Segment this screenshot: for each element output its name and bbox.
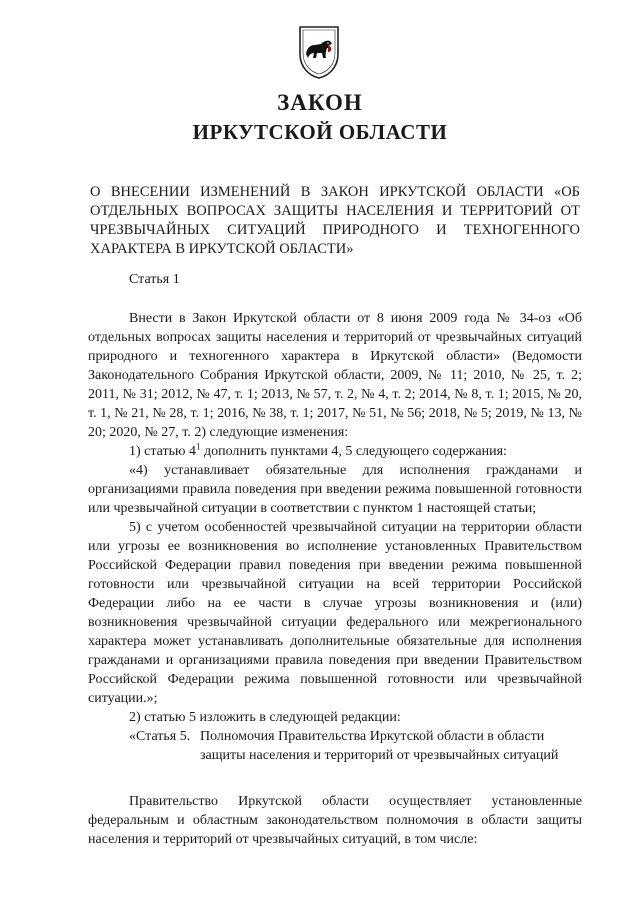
- article-intro-paragraph: Внести в Закон Иркутской области от 8 июня 2009 года № 34-оз «Об отдельных вопросах защиты населения и территорий от чрезвычайных ситуаций природного и техногенного характера в Иркутской области» (Ведомости Законодательного Собрания Иркутской области, 2009, № 11; 2010, № 25, т. 2; 2011, № 31; 2012, № 47, т. 1; 2013, № 57, т. 2, № 4, т. 2; 2014, № 8, т. 1; 2015, № 20, т. 1, № 21, № 28, т. 1; 2016, № 38, т. 1; 2017, № 51, № 56; 2018, № 5; 2019, № 13, № 20; 2020, № 27, т. 2) следующие изменения:: [88, 311, 582, 440]
- law-region-title: ИРКУТСКОЙ ОБЛАСТИ: [192, 120, 448, 144]
- article-5-title-line2: защиты населения и территорий от чрезвычайных ситуаций: [200, 748, 559, 763]
- article-5-title: [200, 727, 582, 765]
- law-body: [88, 270, 582, 849]
- article-5-title-line1: Полномочия Правительства Иркутской области в области: [200, 729, 545, 744]
- amendment-item-1: [88, 442, 582, 461]
- article-5-heading: [88, 727, 582, 765]
- new-point-5: 5) с учетом особенностей чрезвычайной ситуации на территории области или угрозы ее возникновения во исполнение установленных Правительством Российской Федерации правил поведения при введении режима повышенной готовности или чрезвычайной ситуации на всей территории Российской Федерации либо на ее части в случае угрозы возникновения и (или) возникновения чрезвычайной ситуации федерального или межрегионального характера может устанавливать дополнительные обязательные для исполнения гражданами и организациями правила поведения при введении Правительством Российской Федерации режима повышенной готовности или чрезвычайной ситуации.»;: [88, 520, 582, 706]
- law-subtitle: О ВНЕСЕНИИ ИЗМЕНЕНИЙ В ЗАКОН ИРКУТСКОЙ ОБЛАСТИ «ОБ ОТДЕЛЬНЫХ ВОПРОСАХ ЗАЩИТЫ НАСЕЛЕНИЯ И ТЕРРИТОРИЙ ОТ ЧРЕЗВЫЧАЙНЫХ СИТУАЦИЙ ПРИРОДНОГО И ТЕХНОГЕННОГО ХАРАКТЕРА В ИРКУТСКОЙ ОБЛАСТИ»: [90, 184, 580, 257]
- amendment-item-1-prefix: 1) статью 4: [129, 444, 196, 459]
- irkutsk-coat-of-arms-icon: [297, 24, 341, 80]
- amendment-item-1-suffix: дополнить пунктами 4, 5 следующего содержания:: [200, 444, 507, 459]
- new-point-4: «4) устанавливает обязательные для исполнения гражданами и организациями правила поведения при введении режима повышенной готовности или чрезвычайной ситуации в соответствии с пунктом 1 настоящей статьи;: [88, 463, 582, 516]
- article-5-label: «Статья 5.: [129, 729, 191, 744]
- article-heading: Статья 1: [129, 272, 180, 287]
- amendment-item-2: 2) статью 5 изложить в следующей редакции:: [129, 710, 401, 725]
- law-title: ЗАКОН: [277, 90, 363, 115]
- closing-paragraph: Правительство Иркутской области осуществляет установленные федеральным и областным законодательством полномочия в области защиты населения и территорий от чрезвычайных ситуаций, в том числе:: [88, 794, 582, 847]
- article-superscript: 1: [195, 441, 201, 452]
